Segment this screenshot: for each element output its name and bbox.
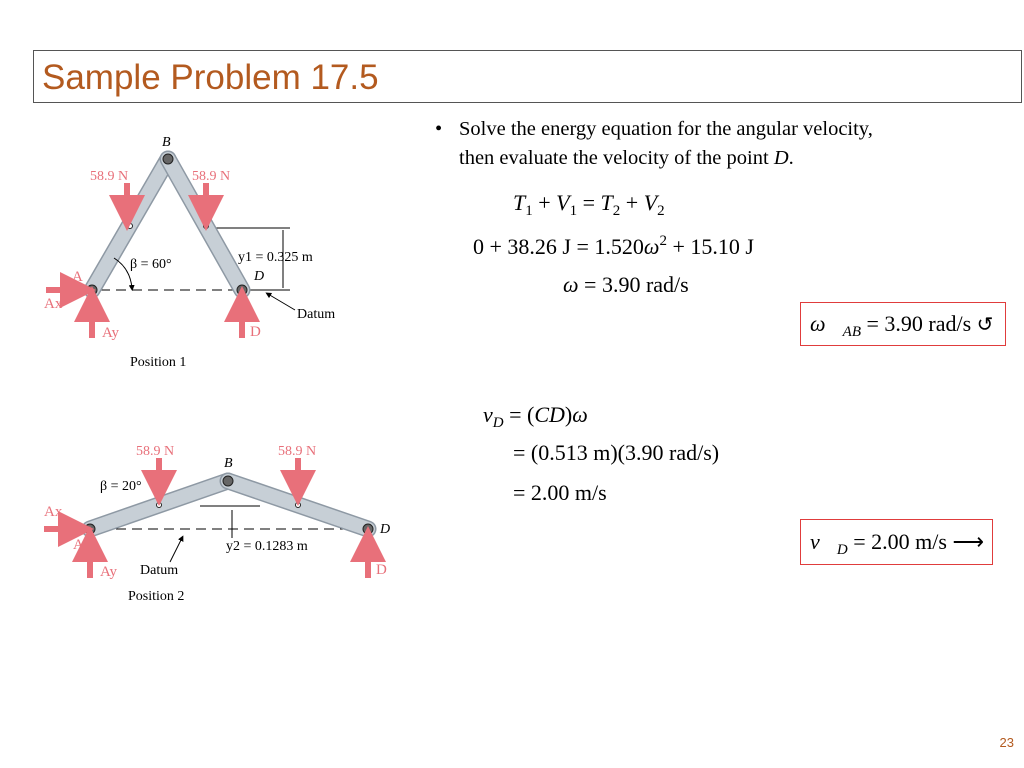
datum-label: Datum [297,307,336,322]
page-number: 23 [999,735,1014,750]
energy-numeric-equation: 0 + 38.26 $J = 1.520\omega^2 + 15.10$ J [473,233,754,259]
pin-d [237,285,247,295]
centroid-left [157,503,162,508]
ybar-label: y2 = 0.1283 m [226,539,308,554]
ax-label: Ax [44,504,63,520]
d-force-label: D [376,562,387,578]
bullet-line-2-prefix: then evaluate the velocity of the point [459,147,774,169]
load-left-label: 58.9 N [90,169,129,184]
centroid-right [296,503,301,508]
ay-label: Ay [102,325,119,341]
vd-substitution-equation: = (0.513 m)(3.90 rad/s) [513,440,720,465]
label-a: A [72,269,83,285]
centroid-left [128,224,133,229]
right-arrow-icon: ⟶ [952,529,984,554]
datum-pointer [268,294,295,310]
pin-a [85,524,95,534]
omega-result-equation: ω = 3.90 rad/s [563,272,689,297]
ay-label: Ay [100,564,117,580]
label-d: D [380,522,391,537]
load-right-label: 58.9 N [278,444,317,459]
vd-answer: $v⃗_D = 2.00$ m/s ⟶ [810,529,984,558]
datum-label: Datum [140,563,179,578]
omega-ab-answer: $\omega⃗_{AB} = 3.90$ rad/s ↺ [810,311,994,340]
datum-pointer [170,538,182,562]
ccw-rotation-icon: ↺ [976,314,994,336]
bullet-point [435,115,1005,173]
pin-b [163,154,173,164]
caption-2: Position 2 [128,589,185,604]
vd-result-equation: = 2.00 m/s [513,480,607,505]
label-b: B [224,456,233,471]
caption-1: Position 1 [130,355,187,370]
load-right-label: 58.9 N [192,169,231,184]
figure-position-2 [40,438,400,610]
figure-position-1 [40,128,400,378]
ybar-label: y1 = 0.325 m [238,250,313,265]
d-force-label: D [250,324,261,340]
bullet-line-1: Solve the energy equation for the angular velocity, [459,118,873,140]
vd-definition-equation: $v_D = (CD)\omega$ [483,402,588,431]
ax-label: Ax [44,296,63,312]
pin-b [223,476,233,486]
bullet-text [459,115,1005,173]
centroid-right [204,224,209,229]
label-d: D [254,269,265,284]
beta-label: β = 60° [130,257,172,272]
label-b: B [162,135,171,150]
slide-title: Sample Problem 17.5 [42,58,379,97]
energy-balance-equation: $T_1 + V_1 = T_2 + V_2$ [513,190,665,219]
pin-d [363,524,373,534]
bullet-line-2-var: D [773,147,789,169]
bullet-line-2-suffix: . [788,147,794,169]
beta-label: β = 20° [100,479,142,494]
label-a: A [73,537,84,553]
bullet-dot: • [435,118,443,140]
load-left-label: 58.9 N [136,444,175,459]
pin-a [87,285,97,295]
